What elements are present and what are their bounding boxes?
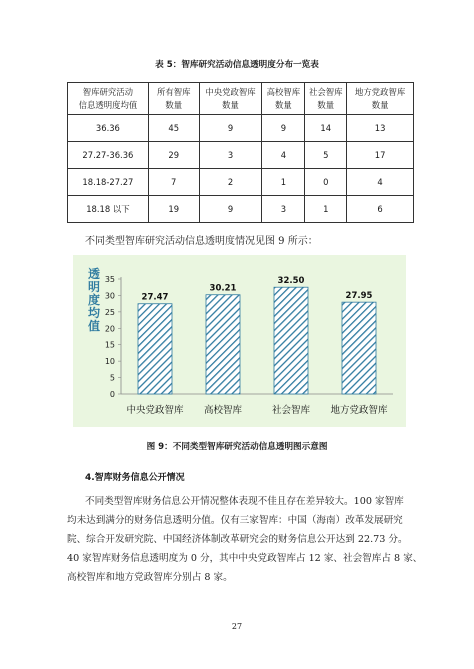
table-cell: 5 — [305, 142, 347, 169]
transparency-bar-chart — [73, 255, 406, 427]
intro-text: 不同类型智库研究活动信息透明度情况见图 9 所示： — [85, 236, 318, 247]
table-cell: 29 — [148, 142, 199, 169]
table-row — [68, 115, 414, 142]
y-tick-label: 20 — [104, 324, 115, 334]
table-cell: 7 — [148, 169, 199, 196]
header-cell: 高校智库 数量 — [262, 83, 305, 115]
bar-value-label: 27.47 — [141, 292, 169, 303]
y-tick-label: 25 — [104, 307, 115, 317]
chart-area — [73, 255, 406, 427]
paragraph-line: 不同类型智库财务信息公开情况整体表现不佳且存在差异较大。100 家智库 — [85, 496, 404, 507]
table-cell: 6 — [347, 196, 414, 223]
y-tick-label: 15 — [104, 340, 115, 350]
header-cell: 社会智库 数量 — [305, 83, 347, 115]
header-cell: 所有智库 数量 — [148, 83, 199, 115]
table-cell: 4 — [262, 142, 305, 169]
table-cell: 18.18 以下 — [68, 196, 149, 223]
table-cell: 13 — [347, 115, 414, 142]
y-axis-title-char: 度 — [87, 293, 101, 307]
y-tick-label: 0 — [109, 390, 115, 399]
header-cell: 中央党政智库 数量 — [199, 83, 262, 115]
paragraph-line: 高校智库和地方党政智库分别占 8 家。 — [67, 572, 233, 583]
x-category-label: 中央党政智库 — [126, 405, 184, 416]
y-tick-label: 5 — [109, 373, 115, 383]
header-cell: 智库研究活动 信息透明度均值 — [68, 83, 149, 115]
transparency-distribution-table — [67, 82, 414, 223]
table-cell: 2 — [199, 169, 262, 196]
table-cell: 19 — [148, 196, 199, 223]
table-cell: 3 — [199, 142, 262, 169]
table-cell: 18.18-27.27 — [68, 169, 149, 196]
paragraph-line: 40 家智库财务信息透明度为 0 分，其中中央党政智库占 12 家、社会智库占 8 家、 — [67, 553, 423, 564]
y-axis-title-char: 均 — [87, 306, 101, 320]
bar-value-label: 27.95 — [345, 291, 373, 302]
bar — [274, 287, 308, 394]
figure-caption: 图 9：不同类型智库研究活动信息透明图示意图 — [146, 442, 328, 452]
bar-value-label: 30.21 — [209, 283, 237, 294]
table-cell: 27.27-36.36 — [68, 142, 149, 169]
y-tick-label: 35 — [104, 275, 115, 284]
paragraph-line: 院、综合开发研究院、中国经济体制改革研究会的财务信息公开达到 22.73 分。 — [67, 534, 408, 545]
table-cell: 45 — [148, 115, 199, 142]
table-cell: 0 — [305, 169, 347, 196]
x-category-label: 社会智库 — [271, 405, 311, 416]
bar — [342, 302, 376, 394]
page-number: 27 — [231, 622, 243, 631]
y-axis-title-char: 透 — [87, 267, 101, 281]
paragraph-line: 均未达到满分的财务信息透明分值。仅有三家智库：中国（海南）改革发展研究 — [67, 515, 403, 526]
header-cell: 地方党政智库 数量 — [347, 83, 414, 115]
bar — [138, 304, 172, 394]
table-cell: 9 — [262, 115, 305, 142]
bar-value-label: 32.50 — [277, 276, 305, 287]
bar — [206, 295, 240, 394]
y-tick-label: 10 — [104, 357, 115, 367]
y-axis-title-char: 明 — [87, 280, 101, 294]
table-cell: 1 — [262, 169, 305, 196]
table-cell: 3 — [262, 196, 305, 223]
y-axis-title-char: 值 — [87, 319, 101, 333]
x-category-label: 地方党政智库 — [330, 405, 388, 416]
section-title: 4.智库财务信息公开情况 — [85, 473, 185, 483]
table-row — [68, 196, 414, 223]
x-category-label: 高校智库 — [203, 405, 243, 416]
y-tick-label: 30 — [104, 291, 115, 301]
table-cell: 9 — [199, 115, 262, 142]
table-cell: 4 — [347, 169, 414, 196]
table-cell: 36.36 — [68, 115, 149, 142]
table-cell: 9 — [199, 196, 262, 223]
table-cell: 14 — [305, 115, 347, 142]
table-row — [68, 142, 414, 169]
table-cell: 17 — [347, 142, 414, 169]
table-cell: 1 — [305, 196, 347, 223]
table-header-row — [68, 83, 414, 115]
table-row — [68, 169, 414, 196]
table-caption: 表 5：智库研究活动信息透明度分布一览表 — [155, 60, 319, 70]
